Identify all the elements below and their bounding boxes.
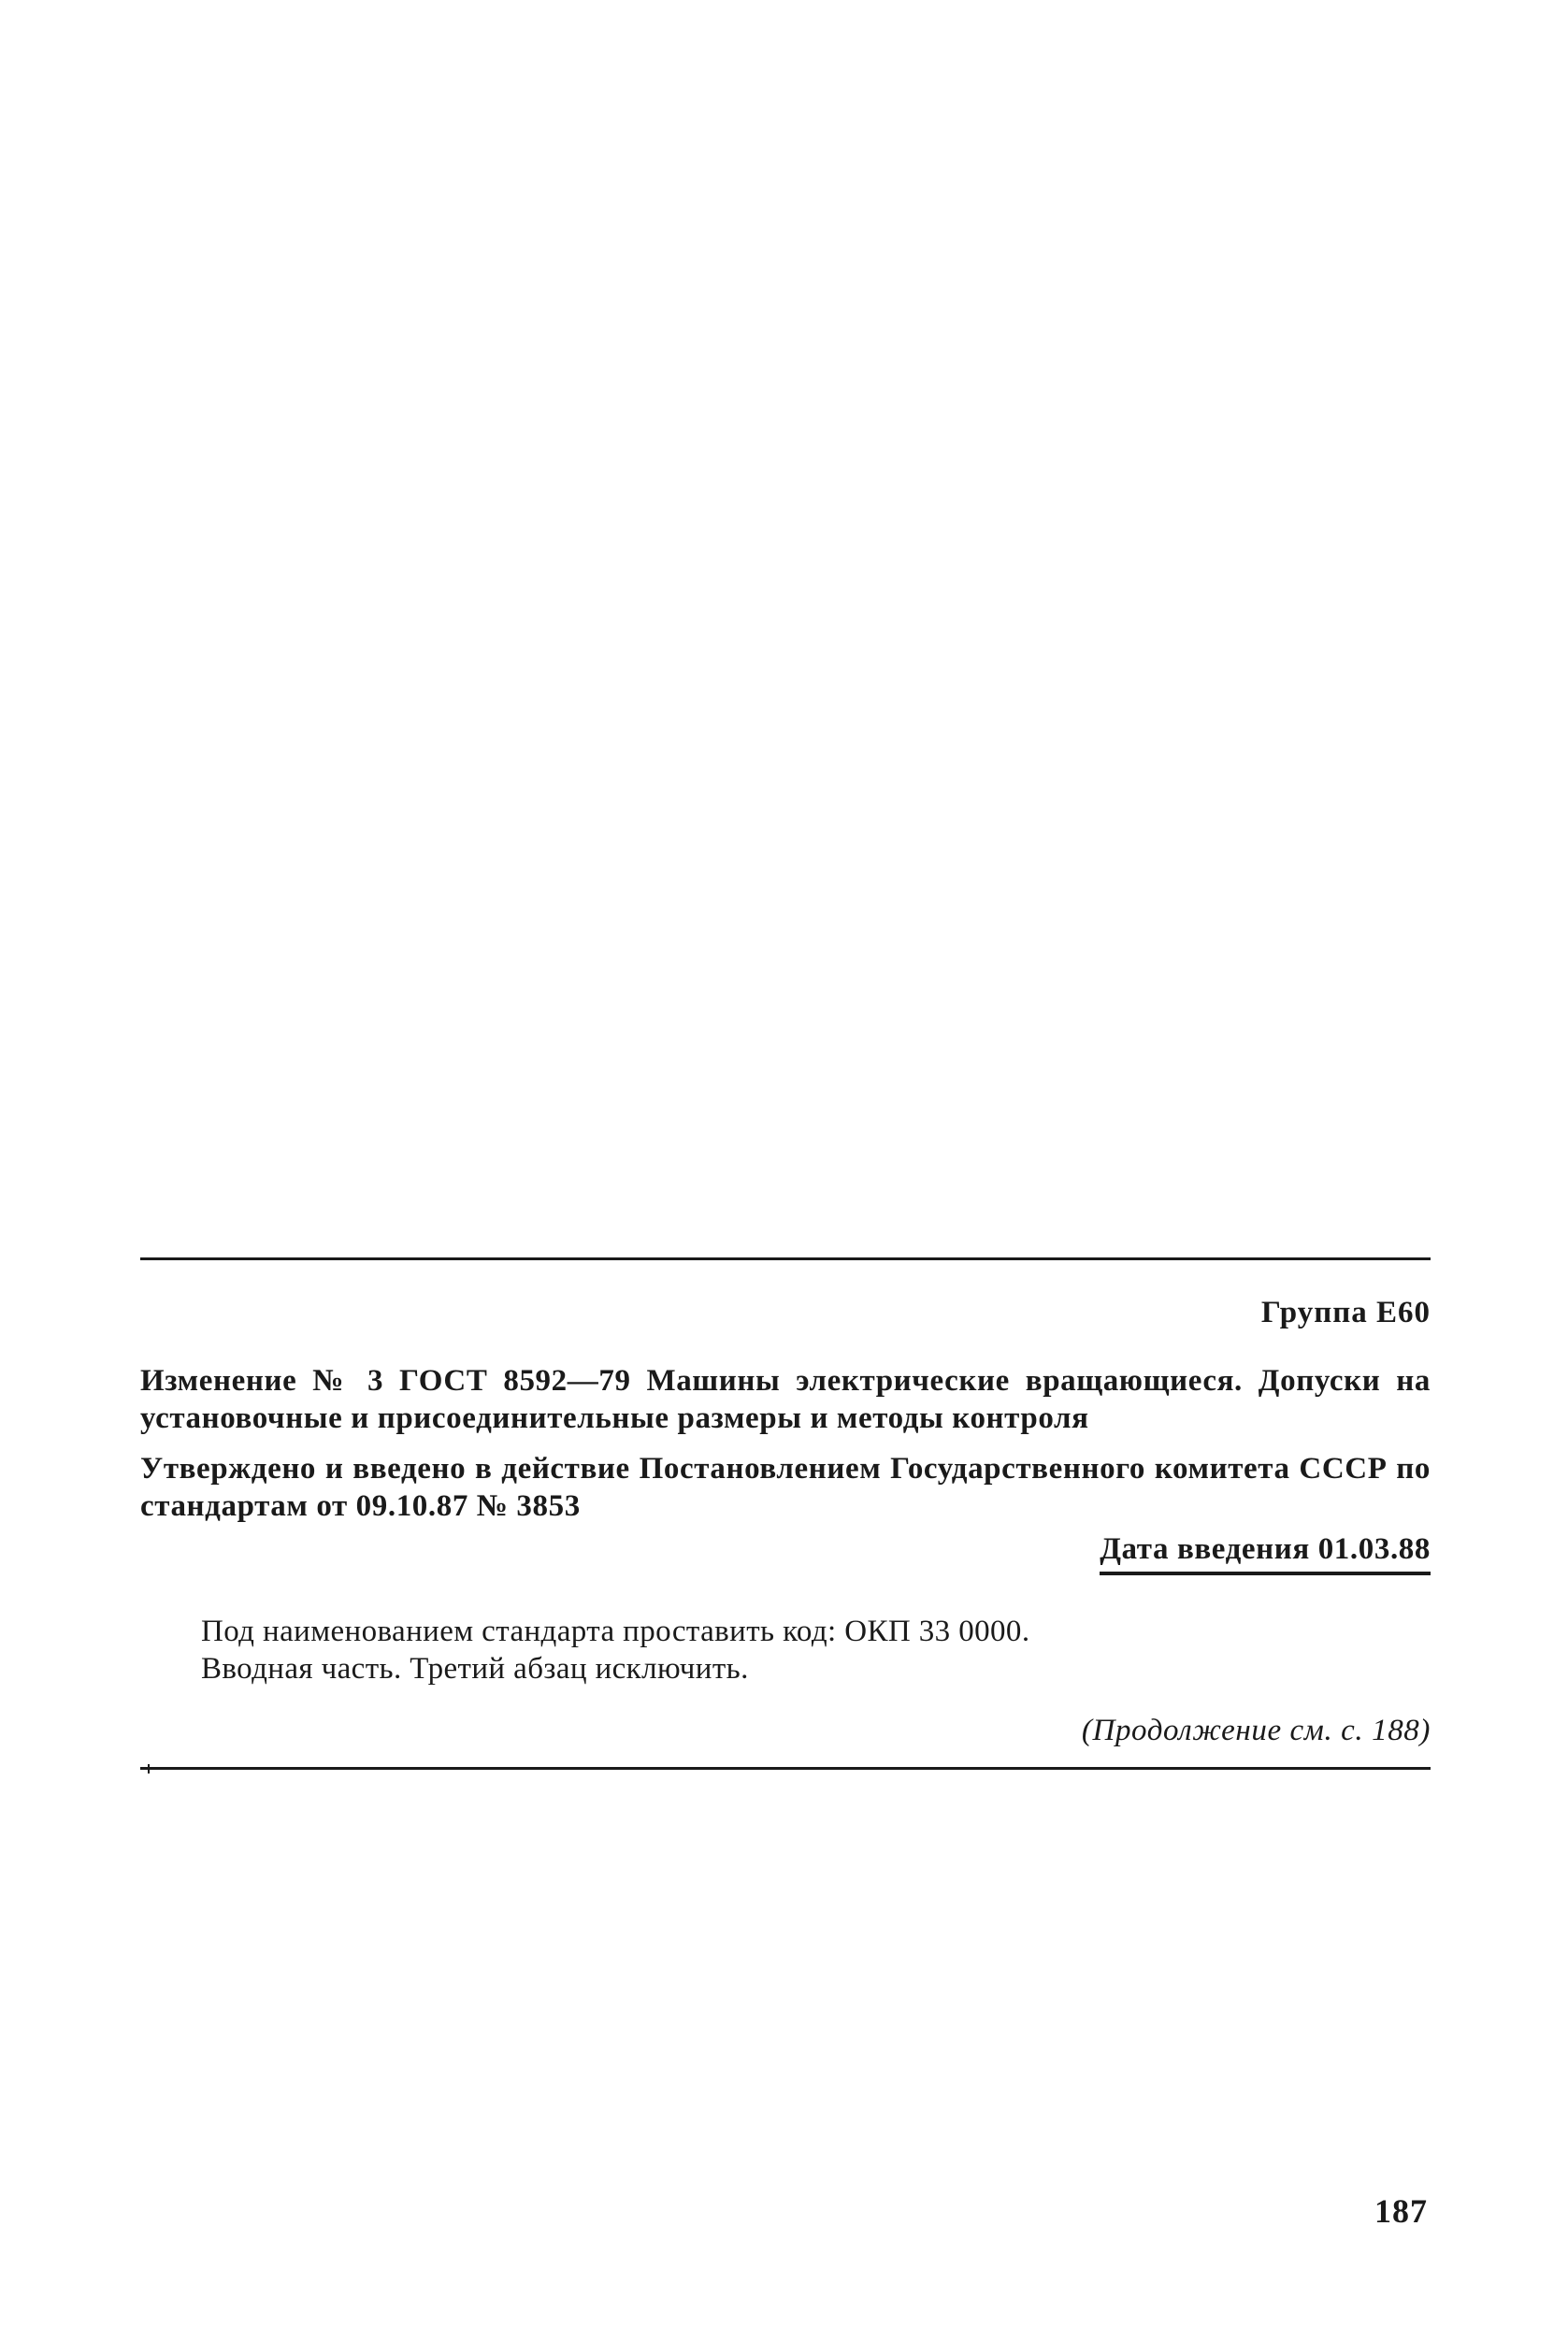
body-line: Под наименованием стандарта проставить код: ОКП 33 0000.	[201, 1615, 1030, 1648]
body-line: Вводная часть. Третий абзац исключить.	[201, 1652, 749, 1686]
bottom-divider	[140, 1767, 1431, 1770]
change-body	[140, 1613, 1431, 1688]
page-number: 187	[1374, 2192, 1428, 2230]
effective-date-row	[140, 1530, 1431, 1575]
top-divider	[140, 1257, 1431, 1260]
group-label: Группа Е60	[1260, 1296, 1431, 1329]
change-title: Изменение № 3 ГОСТ 8592—79 Машины электрические вращающиеся. Допуски на установочные и присоединительные размеры и методы контроля	[140, 1364, 1431, 1435]
effective-date: Дата введения 01.03.88	[1100, 1530, 1431, 1575]
continuation-note: (Продолжение см. с. 188)	[1081, 1714, 1431, 1747]
divider-tick	[148, 1764, 150, 1774]
change-notice-block	[140, 1257, 1431, 1770]
approval-text: Утверждено и введено в действие Постановлением Государственного комитета СССР по стандартам от 09.10.87 № 3853	[140, 1452, 1431, 1523]
